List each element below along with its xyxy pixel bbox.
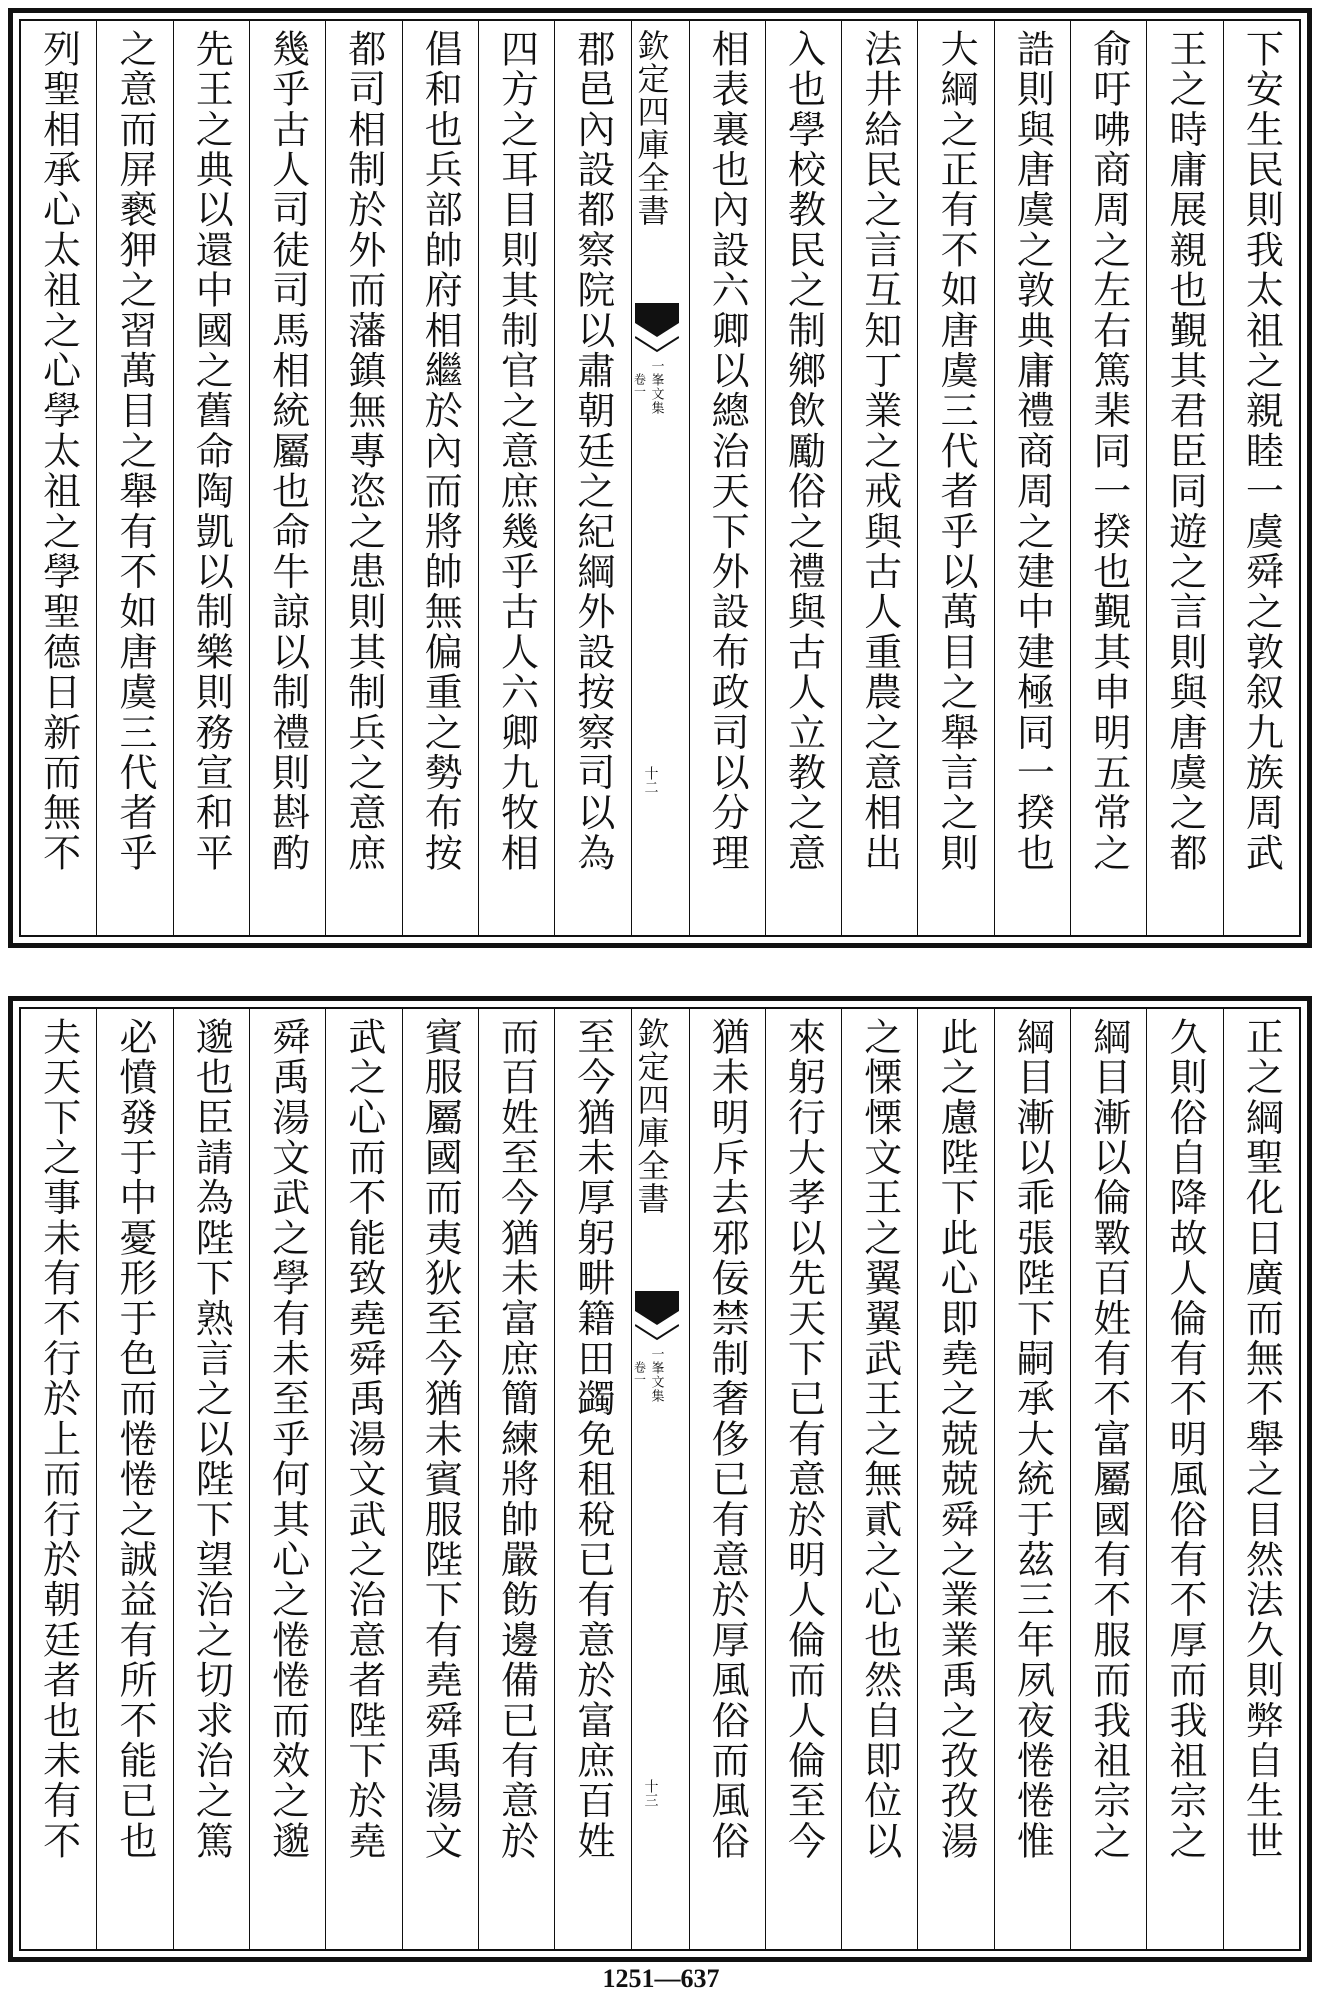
- text-column: 郡邑內設都察院以肅朝廷之紀綱外設按察司以為: [554, 21, 630, 935]
- footer-code: 1251—637: [602, 1964, 720, 1993]
- text-column: 四方之耳目則其制官之意庶幾乎古人六卿九牧相: [478, 21, 554, 935]
- text-column: 綱目漸以倫斁百姓有不富屬國有不服而我祖宗之: [1070, 1009, 1146, 1949]
- text-column: 正之綱聖化日廣而無不舉之目然法久則弊自生世: [1223, 1009, 1299, 1949]
- book-title: 一峯文集: [648, 359, 664, 415]
- text-column: 武之心而不能致堯舜禹湯文武之治意者陛下於堯: [325, 1009, 401, 1949]
- text-column: 綱目漸以乖張陛下嗣承大統于茲三年夙夜惓惓惟: [994, 1009, 1070, 1949]
- text-column: 列聖相承心太祖之心學太祖之學聖德日新而無不: [36, 29, 81, 874]
- bottom-page: [8, 996, 1312, 1962]
- page-number: 十二: [642, 766, 659, 794]
- series-title: 欽定四庫全書: [632, 1017, 671, 1215]
- bottom-page-columns: [21, 1009, 1299, 1949]
- top-page-columns: [21, 21, 1299, 935]
- text-column: 幾乎古人司徒司馬相統屬也命牛諒以制禮則斟酌: [249, 21, 325, 935]
- text-column: 猶未明斥去邪佞禁制奢侈已有意於厚風俗而風俗: [689, 1009, 765, 1949]
- text-column: 大綱之正有不如唐虞三代者乎以萬目之舉言之則: [917, 21, 993, 935]
- text-column: 都司相制於外而藩鎮無專恣之患則其制兵之意庶: [325, 21, 401, 935]
- text-column: 相表裏也內設六卿以總治天下外設布政司以分理: [689, 21, 765, 935]
- text-column: 入也學校教民之制鄉飲勵俗之禮與古人立教之意: [765, 21, 841, 935]
- text-column: 先王之典以還中國之舊命陶凱以制樂則務宣和平: [173, 21, 249, 935]
- top-page: [8, 8, 1312, 948]
- series-title: 欽定四庫全書: [632, 29, 671, 227]
- text-column: 夫天下之事未有不行於上而行於朝廷者也未有不: [36, 1017, 81, 1862]
- volume-label: 卷一: [632, 1361, 647, 1385]
- text-column: 賓服屬國而夷狄至今猶未賓服陛下有堯舜禹湯文: [402, 1009, 478, 1949]
- text-column: 至今猶未厚躬畊籍田蠲免租稅已有意於富庶百姓: [554, 1009, 630, 1949]
- text-column: 而百姓至今猶未富庶簡練將帥嚴飭邊備已有意於: [478, 1009, 554, 1949]
- text-column: 誥則與唐虞之敦典庸禮商周之建中建極同一揆也: [994, 21, 1070, 935]
- text-column: 法井給民之言互知丁業之戒與古人重農之意相出: [841, 21, 917, 935]
- fish-tail-mark-icon: [635, 303, 679, 353]
- text-column: 王之時庸展親也覲其君臣同遊之言則與唐虞之都: [1146, 21, 1222, 935]
- text-column: 舜禹湯文武之學有未至乎何其心之惓惓而效之邈: [249, 1009, 325, 1949]
- fish-tail-mark-icon: [635, 1291, 679, 1341]
- text-column: 倡和也兵部帥府相繼於內而將帥無偏重之勢布按: [402, 21, 478, 935]
- text-column: 之意而屏褻狎之習萬目之舉有不如唐虞三代者乎: [96, 21, 172, 935]
- center-fold-column: [631, 1009, 689, 1949]
- text-column: 邈也臣請為陛下熟言之以陛下望治之切求治之篤: [173, 1009, 249, 1949]
- top-page-frame: [19, 19, 1301, 937]
- text-column: 下安生民則我太祖之親睦一虞舜之敦叙九族周武: [1223, 21, 1299, 935]
- volume-label: 卷一: [632, 373, 647, 397]
- page-number: 十三: [642, 1779, 659, 1807]
- book-title: 一峯文集: [648, 1347, 664, 1403]
- text-column: 之慄慄文王之翼翼武王之無貳之心也然自即位以: [841, 1009, 917, 1949]
- text-column: 久則俗自降故人倫有不明風俗有不厚而我祖宗之: [1146, 1009, 1222, 1949]
- bottom-page-frame: [19, 1007, 1301, 1951]
- text-column: 俞吁咈商周之左右篤棐同一揆也覲其申明五常之: [1070, 21, 1146, 935]
- text-column: 必憤發于中憂形于色而惓惓之誠益有所不能已也: [96, 1009, 172, 1949]
- text-column: 來躬行大孝以先天下已有意於明人倫而人倫至今: [765, 1009, 841, 1949]
- center-fold-column: [631, 21, 689, 935]
- text-column: 此之慮陛下此心即堯之兢兢舜之業業禹之孜孜湯: [917, 1009, 993, 1949]
